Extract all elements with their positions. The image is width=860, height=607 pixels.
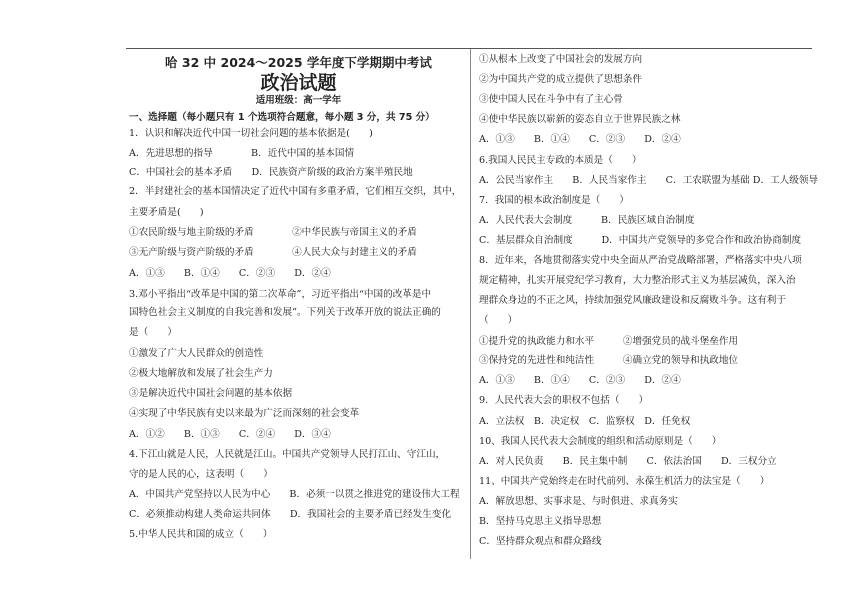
- column-divider: [470, 49, 471, 559]
- question-line: A．①③ B．①④ C．②③ D．②④: [129, 268, 331, 279]
- question-line: 4.下江山就是人民，人民就是江山。中国共产党领导人民打江山、守江山，: [129, 449, 446, 460]
- question-line: 主要矛盾是( ): [129, 207, 204, 218]
- question-line: ①提升党的执政能力和水平 ②增强党员的战斗堡垒作用: [479, 336, 739, 347]
- question-line: A．中国共产党坚持以人民为中心 B．必须一以贯之推进党的建设伟大工程: [129, 489, 460, 500]
- question-line: C．必须推动构建人类命运共同体 D．我国社会的主要矛盾已经发生变化: [129, 509, 452, 520]
- question-line: 3.邓小平指出“改革是中国的第二次革命”，习近平指出“中国的改革是中: [129, 289, 432, 300]
- question-line: A．①③ B．①④ C．②③ D．②④: [479, 375, 681, 386]
- question-line: 国特色社会主义制度的自我完善和发展”。下列关于改革开放的说法正确的: [129, 307, 441, 318]
- question-line: B．坚持马克思主义指导思想: [479, 516, 602, 527]
- question-line: 5.中华人民共和国的成立（ ）: [129, 529, 273, 540]
- class-info: 适用班级：高一学年: [255, 95, 342, 106]
- question-line: C．基层群众自治制度 D．中国共产党领导的多党合作和政治协商制度: [479, 235, 802, 246]
- question-line: ②为中国共产党的成立提供了思想条件: [479, 74, 643, 85]
- question-line: 是（ ）: [129, 327, 177, 338]
- question-line: 规定精神，扎实开展党纪学习教育，大力整治形式主义为基层减负，深入治: [479, 275, 796, 286]
- question-line: 2．半封建社会的基本国情决定了近代中国有多重矛盾，它们相互交织，其中，: [129, 186, 462, 197]
- question-line: ③是解决近代中国社会问题的基本依据: [129, 388, 293, 399]
- section-heading: 一、选择题（每小题只有 1 个选项符合题意，每小题 3 分，共 75 分）: [129, 112, 435, 123]
- question-line: 8．近年来，各地贯彻落实党中央全面从严治党战略部署，严格落实中央八项: [479, 255, 802, 266]
- question-line: ①农民阶级与地主阶级的矛盾 ②中华民族与帝国主义的矛盾: [129, 227, 417, 238]
- question-line: ③无产阶级与资产阶级的矛盾 ④人民大众与封建主义的矛盾: [129, 247, 417, 258]
- question-line: A．对人民负责 B．民主集中制 C．依法治国 D．三权分立: [479, 456, 777, 467]
- question-line: 理群众身边的不正之风，持续加强党风廉政建设和反腐败斗争。这有利于: [479, 295, 786, 306]
- question-line: ②极大地解放和发展了社会生产力: [129, 368, 273, 379]
- question-line: A．立法权 B．决定权 C．监察权 D．任免权: [479, 416, 691, 427]
- question-line: A．①③ B．①④ C．②③ D．②④: [479, 134, 681, 145]
- question-line: A．①② B．①③ C．②④ D．③④: [129, 429, 331, 440]
- question-line: ④使中华民族以崭新的姿态自立于世界民族之林: [479, 114, 681, 125]
- question-line: ①从根本上改变了中国社会的发展方向: [479, 54, 643, 65]
- question-line: 1．认识和解决近代中国一切社会问题的基本依据是( ): [129, 128, 373, 139]
- question-line: 9．人民代表大会的职权不包括（ ）: [479, 395, 649, 406]
- question-line: （ ）: [479, 315, 518, 326]
- question-line: A．先进思想的指导 B．近代中国的基本国情: [129, 148, 355, 159]
- question-line: ③使中国人民在斗争中有了主心骨: [479, 94, 623, 105]
- question-line: A．公民当家作主 B．人民当家作主 C．工农联盟为基础 D．工人级领导: [479, 175, 819, 186]
- question-line: C．坚持群众观点和群众路线: [479, 536, 602, 547]
- question-line: 守的是人民的心，这表明（ ）: [129, 469, 273, 480]
- question-line: 11、中国共产党始终走在时代前列、永葆生机活力的法宝是（ ）: [479, 476, 770, 487]
- subject-title: 政治试题: [260, 72, 337, 94]
- header-rule: [126, 48, 812, 49]
- question-line: 10、我国人民代表大会制度的组织和活动原则是（ ）: [479, 436, 722, 447]
- question-line: 7．我国的根本政治制度是（ ）: [479, 195, 630, 206]
- question-line: 6.我国人民民主专政的本质是（ ）: [479, 155, 642, 166]
- question-line: C．中国社会的基本矛盾 D．民族资产阶级的政治方案半殖民地: [129, 167, 413, 178]
- question-line: A．解放思想、实事求是、与时俱进、求真务实: [479, 496, 678, 507]
- question-line: ④实现了中华民族有史以来最为广泛而深刻的社会变革: [129, 408, 360, 419]
- exam-title: 哈 32 中 2024～2025 学年度下学期期中考试: [165, 55, 432, 70]
- question-line: ①激发了广大人民群众的创造性: [129, 348, 264, 359]
- question-line: A．人民代表大会制度 B．民族区域自治制度: [479, 215, 695, 226]
- question-line: ③保持党的先进性和纯洁性 ④确立党的领导和执政地位: [479, 355, 739, 366]
